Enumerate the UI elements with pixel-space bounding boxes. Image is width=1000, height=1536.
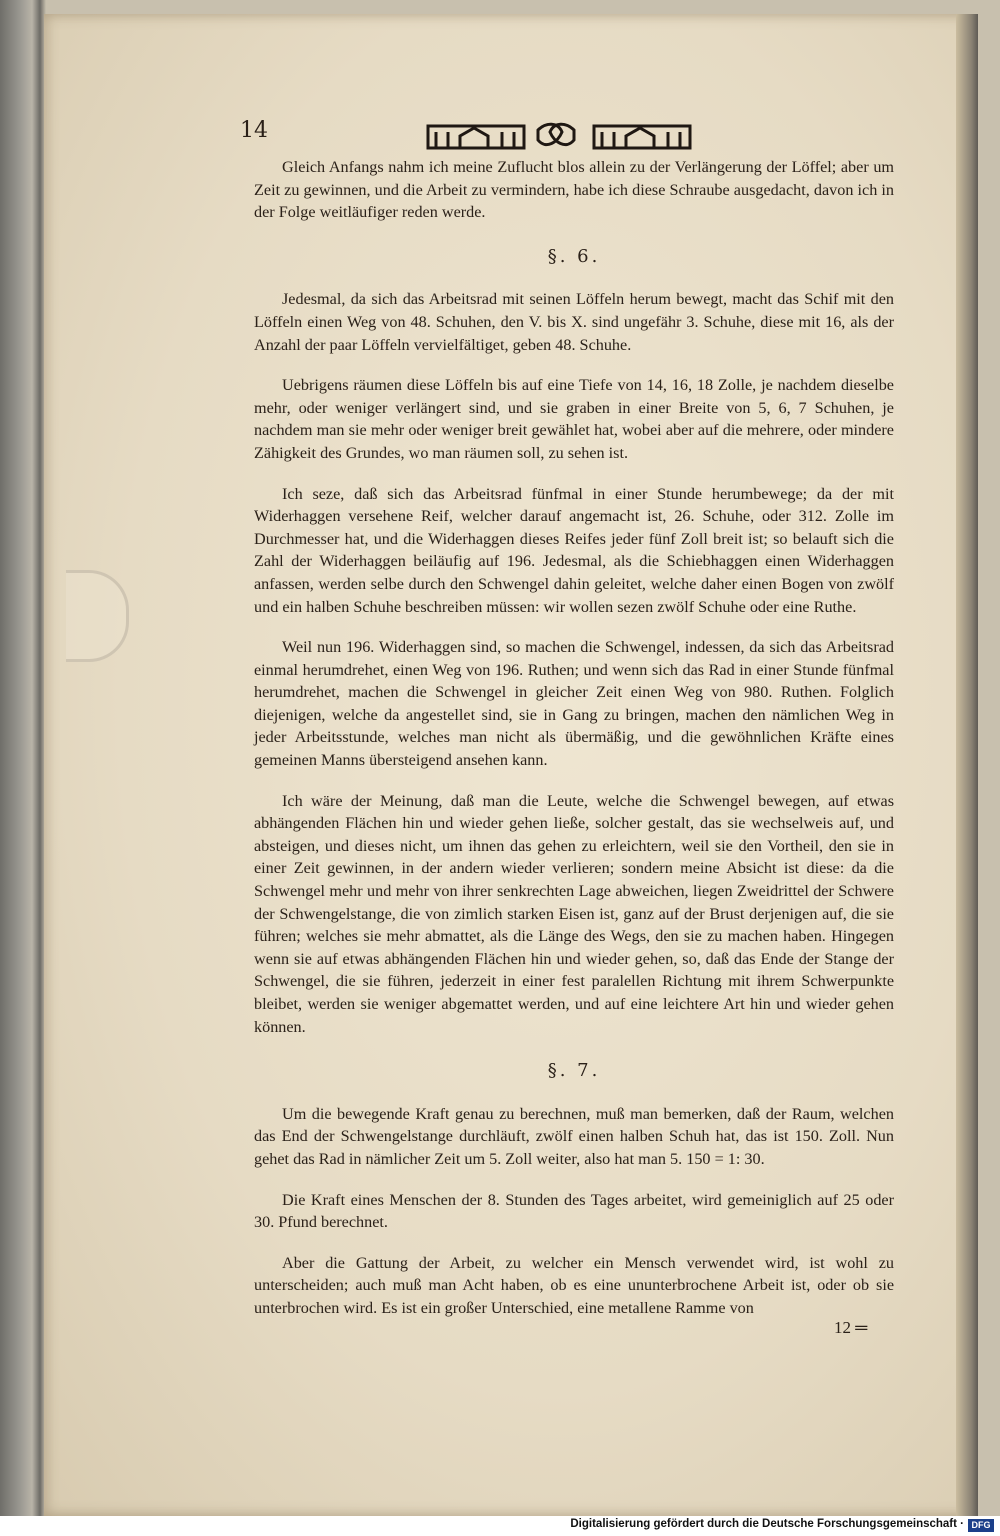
- digitization-footer: [0, 1516, 1000, 1536]
- paper-tab: [66, 570, 129, 662]
- page-gutter: [956, 14, 978, 1516]
- paragraph: Um die bewegende Kraft genau zu berechnen, muß man bemerken, daß der Raum, welchen das End der Schwengelstange durchläuft, zwölf einen halben Schuh hat, das ist 150. Zoll. Nun gehet das Rad in nämlicher Zeit um 5. Zoll weiter, also hat man 5. 150 = 1: 30.: [254, 1104, 894, 1168]
- footer-credit: Digitalisierung gefördert durch die Deutsche Forschungsgemeinschaft ·: [570, 1518, 964, 1530]
- header-ornament-icon: [426, 120, 706, 154]
- paragraph: Uebrigens räumen diese Löffeln bis auf eine Tiefe von 14, 16, 18 Zolle, je nachdem dieselbe mehr, oder weniger verlängert sind, und sie graben in einer Breite von 5, 6, 7 Schuhen, je nachdem man sie mehr oder weniger breit gewählet hat, wobei aber auf die mehrere, oder mindere Zähigkeit des Grundes, wo man räumen soll, zu sehen ist.: [254, 376, 894, 462]
- paragraph: Aber die Gattung der Arbeit, zu welcher ein Mensch verwendet wird, ist wohl zu unterscheiden; auch muß man Acht haben, ob es eine ununterbrochene Arbeit ist, oder ob sie unterbrochen wird. Es ist ein großer Unterschied, eine metallene Ramme von: [254, 1253, 894, 1317]
- paragraph: Jedesmal, da sich das Arbeitsrad mit seinen Löffeln herum bewegt, macht das Schif mit den Löffeln einen Weg von 48. Schuhen, den V. bis X. sind ungefähr 3. Schuhe, diese mit 16, als der Anzahl der paar Löffeln vervielfältiget, geben 48. Schuhe.: [254, 290, 894, 354]
- catchword: 12 ═: [834, 1318, 868, 1337]
- dfg-logo-icon: DFG: [968, 1519, 994, 1532]
- page-header: [240, 118, 900, 158]
- paragraph: Ich wäre der Meinung, daß man die Leute, welche die Schwengel bewegen, auf etwas abhängenden Flächen hin und wieder gehen ließe, solcher gestalt, das sie wechselweis auf, und absteigen, und dieses nicht, um ihnen das gehen zu erleichtern, weil sie den Vortheil, den sie in einer Zeit gewinnen, in der andern wieder verlieren; sondern meine Absicht ist diese: da die Schwengel mehr und mehr von ihrer senkrechten Lage abweichen, liegen Zweidrittel der Schwere der Schwengelstange, die von zimlich starken Eisen ist, ganz auf der Brust derjenigen auf, die sie führen; welches sie mehr abmattet, als die Länge des Wegs, den sie zu machen haben. Hingegen wenn sie auf etwas abhängenden Flächen hin und wieder gehen, so, daß das Ende der Stange der Schwengel, die sie führen, jederzeit in einer fest paralellen Richtung mit ihrem Schwerpunkte bleibet, werden sie weniger abgemattet werden, und auf eine leichtere Art hin und wieder gehen können.: [254, 791, 894, 1036]
- intro-paragraph: Gleich Anfangs nahm ich meine Zuflucht blos allein zu der Verlängerung der Löffel; aber um Zeit zu gewinnen, und die Arbeit zu vermindern, habe ich diese Schraube ausgedacht, davon ich in der Folge weitläufiger reden werde.: [254, 158, 894, 222]
- section-heading-7: §. 7.: [547, 1060, 601, 1082]
- page-body: [254, 156, 894, 1320]
- page-number: 14: [240, 118, 268, 143]
- paragraph: Ich seze, daß sich das Arbeitsrad fünfmal in einer Stunde herumbewege; da der mit Widerhaggen versehene Reif, welcher darauf angemacht ist, 26. Schuhe, oder 312. Zolle im Durchmesser hat, und die Widerhaggen dieses Reifes jeder fünf Zoll breit ist; so belauft sich die Zahl der Widerhaggen beiläufig auf 196. Jedesmal, als die Schiebhaggen einen Widerhaggen anfassen, werden selbe durch den Schwengel dahin geleitet, welche daher einen Bogen von zwölf und ein halben Schuhe beschreiben müssen: wir wollen sezen zwölf Schuhe oder eine Ruthe.: [254, 484, 894, 616]
- paragraph: Weil nun 196. Widerhaggen sind, so machen die Schwengel, indessen, da sich das Arbeitsrad einmal herumdrehet, einen Weg von 196. Ruthen; und wenn sich das Rad in einer Stunde fünfmal herumdrehet, machen die Schwengel in gleicher Zeit einen Weg von 980. Ruthen. Folglich diejenigen, welche da angestellet sind, sie in Gang zu bringen, machen den nämlichen Weg in jeder Arbeitsstunde, welches man nicht als übermäßig, und die gewöhnlichen Kräfte eines gemeinen Manns übersteigend ansehen kann.: [254, 638, 894, 770]
- section-heading-6: §. 6.: [547, 245, 601, 267]
- paragraph: Die Kraft eines Menschen der 8. Stunden des Tages arbeitet, wird gemeiniglich auf 25 oder 30. Pfund berechnet.: [254, 1190, 894, 1232]
